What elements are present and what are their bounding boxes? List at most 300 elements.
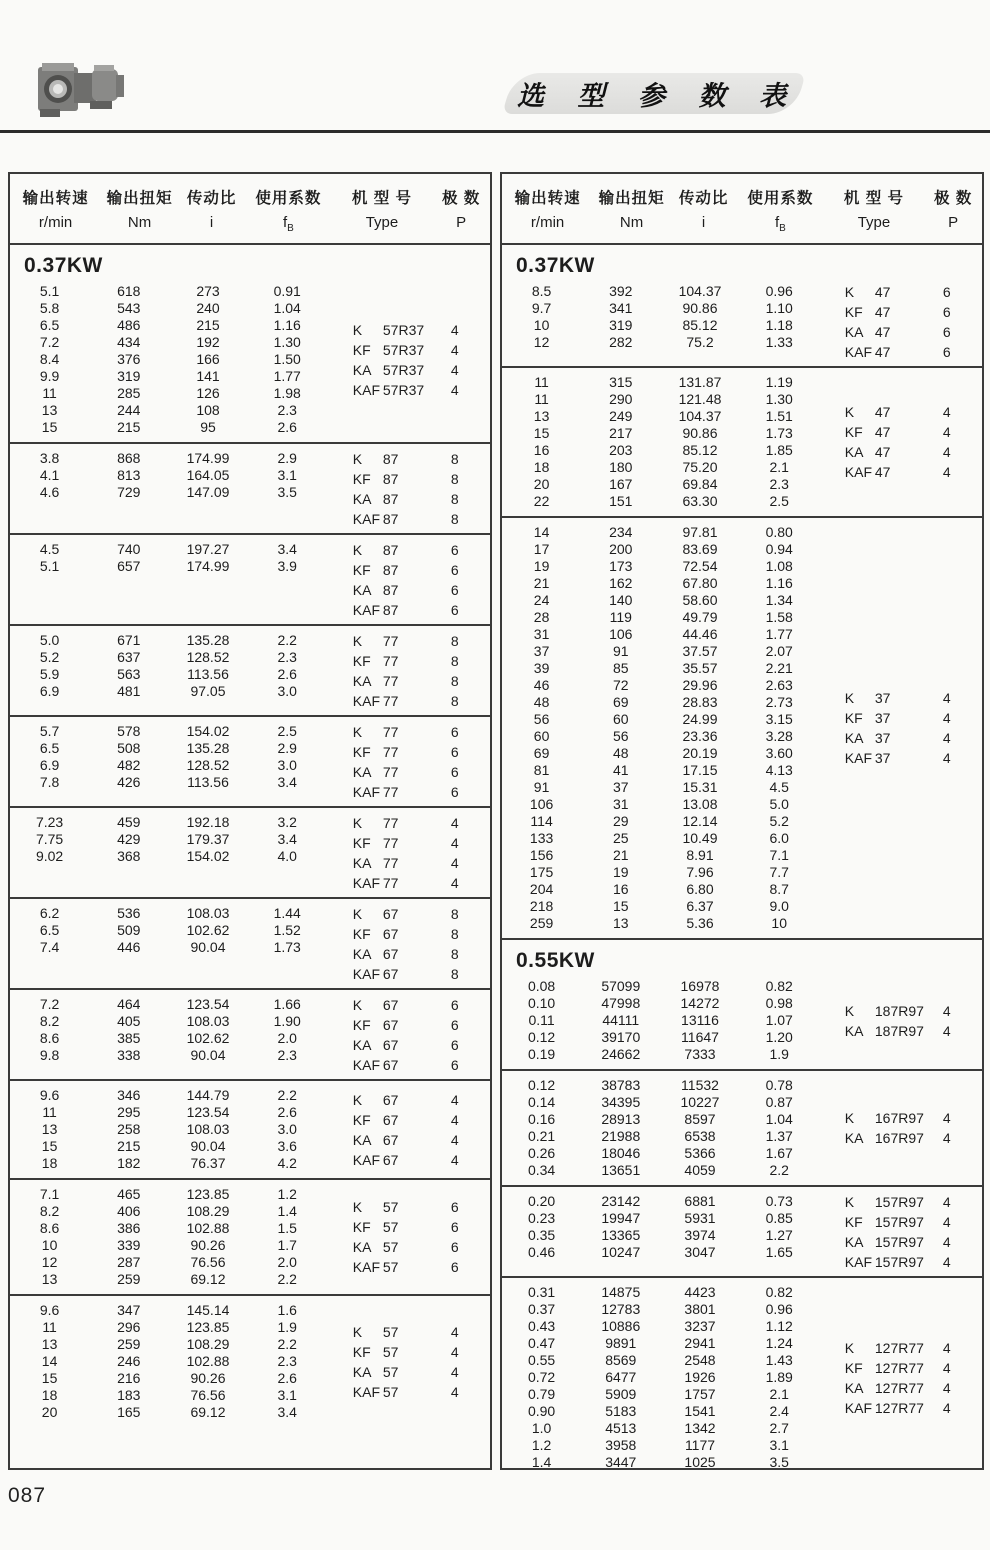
pole-count: 6 xyxy=(450,561,459,578)
type-row xyxy=(327,381,490,398)
torque-cell: 44111 xyxy=(602,1012,640,1028)
data-rows xyxy=(502,374,819,510)
type-designation: KA 67 xyxy=(352,1036,399,1053)
type-designation: KF 77 xyxy=(352,652,399,669)
torque-cell: 536 xyxy=(117,905,141,921)
pole-count: 4 xyxy=(450,361,459,378)
speed-cell: 204 xyxy=(529,881,554,897)
ratio-cell: 76.56 xyxy=(190,1254,226,1270)
type-designation: KAF 127R77 xyxy=(844,1399,924,1416)
speed-cell: 0.47 xyxy=(527,1335,556,1351)
speed-cell: 9.7 xyxy=(531,300,552,316)
type-designation: KF 47 xyxy=(844,303,891,320)
torque-cell: 285 xyxy=(117,385,141,401)
fb-cell: 3.5 xyxy=(277,484,297,500)
fb-cell: 0.82 xyxy=(765,1284,793,1300)
type-designation: K 37 xyxy=(844,690,891,706)
torque-cell: 200 xyxy=(609,541,633,557)
pole-count: 4 xyxy=(942,1213,951,1230)
column-label: 传动比 xyxy=(678,190,729,207)
ratio-cell: 3237 xyxy=(684,1318,716,1334)
speed-cell: 7.2 xyxy=(39,996,60,1012)
data-block xyxy=(10,990,490,1081)
type-designation: K 187R97 xyxy=(844,1002,924,1019)
torque-cell: 481 xyxy=(117,683,141,699)
fb-cell: 4.0 xyxy=(277,848,297,864)
block-body xyxy=(502,1077,982,1179)
pole-count: 6 xyxy=(450,1219,459,1235)
ratio-cell: 20.19 xyxy=(682,745,718,761)
speed-cell: 175 xyxy=(529,864,554,880)
type-row xyxy=(327,450,490,467)
fb-cell: 2.3 xyxy=(277,1353,297,1369)
fb-cell: 2.2 xyxy=(769,1162,789,1178)
type-designation: KA 87 xyxy=(352,581,399,598)
torque-cell: 140 xyxy=(609,592,633,608)
data-rows xyxy=(10,1186,327,1288)
type-prefix: KAF xyxy=(352,381,381,398)
fb-cell: 1.12 xyxy=(765,1318,793,1334)
block-body xyxy=(10,283,490,436)
type-designation: KAF 77 xyxy=(352,692,399,709)
type-row xyxy=(327,1259,490,1276)
pole-count: 8 xyxy=(450,450,459,467)
torque-cell: 465 xyxy=(117,1186,141,1202)
ratio-cell: 13116 xyxy=(681,1012,719,1028)
type-prefix: K xyxy=(844,690,855,706)
pole-count: 4 xyxy=(942,1359,951,1376)
type-designation: KA 47 xyxy=(844,444,891,460)
speed-cell: 14 xyxy=(533,524,550,540)
data-rows xyxy=(10,1302,327,1421)
speed-cell: 20 xyxy=(41,1404,58,1420)
ratio-cell: 154.02 xyxy=(186,848,230,864)
torque-cell: 34395 xyxy=(601,1094,641,1110)
fb-cell: 1.67 xyxy=(765,1145,793,1161)
type-prefix: KA xyxy=(352,763,372,780)
torque-cell: 543 xyxy=(117,300,141,316)
ratio-cell: 1926 xyxy=(684,1369,716,1385)
type-designation: K 77 xyxy=(352,632,399,649)
pole-count: 8 xyxy=(450,965,459,982)
ratio-cell: 95 xyxy=(200,419,216,435)
ratio-cell: 164.05 xyxy=(186,467,230,483)
speed-cell: 11 xyxy=(42,1319,57,1335)
type-row xyxy=(327,854,490,871)
type-designation: K 67 xyxy=(352,1091,399,1108)
type-row xyxy=(819,424,982,441)
pole-count: 4 xyxy=(942,1130,951,1146)
torque-cell: 637 xyxy=(117,649,141,665)
type-prefix: KF xyxy=(352,341,371,358)
fb-cell: 1.73 xyxy=(765,425,793,441)
fb-cell: 1.65 xyxy=(765,1244,793,1260)
column-unit: Type xyxy=(365,214,399,231)
type-row xyxy=(819,1253,982,1270)
speed-cell: 4.5 xyxy=(39,541,60,557)
type-row xyxy=(327,723,490,740)
data-block xyxy=(10,626,490,717)
pole-count: 4 xyxy=(942,1002,951,1019)
speed-cell: 9.9 xyxy=(39,368,60,384)
pole-count: 8 xyxy=(450,945,459,962)
pole-count: 6 xyxy=(450,1239,459,1255)
fb-cell: 1.37 xyxy=(765,1128,793,1144)
fb-cell: 2.1 xyxy=(769,459,789,475)
type-prefix: K xyxy=(352,321,363,338)
fb-cell: 3.9 xyxy=(277,558,297,574)
type-prefix: K xyxy=(352,541,363,558)
ratio-cell: 90.86 xyxy=(682,300,718,316)
data-block xyxy=(502,940,982,1071)
torque-cell: 6477 xyxy=(605,1369,637,1385)
torque-cell: 57099 xyxy=(601,978,641,994)
fb-cell: 3.15 xyxy=(765,711,793,727)
data-rows xyxy=(10,996,327,1064)
type-row xyxy=(327,763,490,780)
speed-cell: 13 xyxy=(533,408,550,424)
torque-cell: 60 xyxy=(613,711,629,727)
block-body xyxy=(10,996,490,1073)
fb-cell: 2.4 xyxy=(769,1403,789,1419)
fb-cell: 1.58 xyxy=(765,609,793,625)
speed-cell: 13 xyxy=(41,1336,58,1352)
torque-cell: 106 xyxy=(609,626,633,642)
torque-cell: 19947 xyxy=(601,1210,641,1226)
type-prefix: KAF xyxy=(352,1383,381,1400)
pole-count: 8 xyxy=(450,652,459,669)
type-prefix: K xyxy=(352,632,363,649)
speed-cell: 8.2 xyxy=(39,1203,60,1219)
type-row xyxy=(819,1022,982,1039)
ratio-cell: 104.37 xyxy=(678,408,722,424)
pole-count: 4 xyxy=(942,1233,951,1250)
fb-cell: 2.3 xyxy=(769,476,789,492)
fb-cell: 2.2 xyxy=(277,1336,297,1352)
type-prefix: KAF xyxy=(352,692,381,709)
ratio-cell: 131.87 xyxy=(678,374,722,390)
pole-count: 6 xyxy=(450,1036,459,1053)
type-designation: K 77 xyxy=(352,814,399,831)
data-rows xyxy=(10,632,327,700)
speed-cell: 259 xyxy=(529,915,554,931)
ratio-cell: 97.81 xyxy=(682,524,718,540)
block-body xyxy=(10,723,490,800)
type-designation: KAF 157R97 xyxy=(844,1253,924,1270)
torque-cell: 9891 xyxy=(605,1335,637,1351)
type-row xyxy=(327,1091,490,1108)
speed-cell: 5.9 xyxy=(39,666,60,682)
fb-cell: 1.85 xyxy=(765,442,793,458)
speed-cell: 12 xyxy=(533,334,550,350)
torque-cell: 28913 xyxy=(601,1111,641,1127)
ratio-cell: 154.02 xyxy=(186,723,230,739)
block-body xyxy=(10,541,490,618)
speed-cell: 6.9 xyxy=(39,757,60,773)
ratio-cell: 90.26 xyxy=(190,1237,226,1253)
fb-cell: 10 xyxy=(771,915,787,931)
pole-count: 8 xyxy=(450,470,459,487)
data-block xyxy=(10,1296,490,1468)
ratio-cell: 90.04 xyxy=(190,1047,226,1063)
ratio-cell: 11532 xyxy=(681,1077,719,1093)
ratio-cell: 5931 xyxy=(684,1210,716,1226)
fb-cell: 1.07 xyxy=(765,1012,793,1028)
ratio-cell: 44.46 xyxy=(682,626,718,642)
torque-cell: 162 xyxy=(609,575,633,591)
fb-cell: 1.30 xyxy=(765,391,793,407)
fb-cell: 1.16 xyxy=(765,575,793,591)
speed-cell: 46 xyxy=(533,677,550,693)
pole-count: 8 xyxy=(450,632,459,649)
type-list xyxy=(819,978,982,1063)
torque-cell: 151 xyxy=(609,493,633,509)
fb-cell: 3.4 xyxy=(277,1404,297,1420)
fb-cell: 5.2 xyxy=(769,813,789,829)
type-designation: KF 47 xyxy=(844,424,891,440)
speed-cell: 6.5 xyxy=(39,922,60,938)
pole-count: 4 xyxy=(450,1383,459,1400)
column-label: 机 型 号 xyxy=(351,190,413,207)
data-rows xyxy=(10,541,327,575)
type-prefix: KF xyxy=(352,1016,371,1033)
torque-cell: 563 xyxy=(117,666,141,682)
speed-cell: 11 xyxy=(42,385,57,401)
type-list xyxy=(327,283,490,436)
block-body xyxy=(10,1302,490,1421)
speed-cell: 0.11 xyxy=(528,1012,555,1028)
block-body xyxy=(10,905,490,982)
pole-count: 4 xyxy=(450,834,459,851)
ratio-cell: 147.09 xyxy=(186,484,230,500)
data-rows xyxy=(10,1087,327,1172)
fb-cell: 2.0 xyxy=(277,1030,297,1046)
ratio-cell: 97.05 xyxy=(190,683,226,699)
data-block xyxy=(502,368,982,518)
data-block xyxy=(502,1278,982,1477)
type-row xyxy=(819,404,982,421)
column-unit: i xyxy=(209,214,214,231)
type-list xyxy=(819,283,982,360)
pole-count: 4 xyxy=(450,874,459,891)
type-designation: KF 57 xyxy=(352,1219,399,1235)
torque-cell: 813 xyxy=(117,467,141,483)
ratio-cell: 90.26 xyxy=(190,1370,226,1386)
type-row xyxy=(819,750,982,767)
speed-cell: 0.20 xyxy=(527,1193,556,1209)
ratio-cell: 144.79 xyxy=(186,1087,230,1103)
pole-count: 8 xyxy=(450,925,459,942)
speed-cell: 91 xyxy=(533,779,550,795)
type-prefix: K xyxy=(844,1339,855,1356)
fb-cell: 3.0 xyxy=(277,683,297,699)
column-label: 输出扭矩 xyxy=(598,190,665,207)
ratio-cell: 8.91 xyxy=(686,847,714,863)
type-prefix: KF xyxy=(352,1111,371,1128)
block-body xyxy=(502,978,982,1063)
ratio-cell: 1177 xyxy=(684,1437,716,1453)
ratio-cell: 192.18 xyxy=(186,814,230,830)
speed-cell: 7.8 xyxy=(39,774,60,790)
column-header xyxy=(924,186,982,234)
torque-cell: 24662 xyxy=(601,1046,641,1062)
pole-count: 4 xyxy=(450,1131,459,1148)
torque-cell: 657 xyxy=(117,558,141,574)
speed-cell: 13 xyxy=(41,1121,58,1137)
ratio-cell: 197.27 xyxy=(186,541,230,557)
speed-cell: 7.2 xyxy=(39,334,60,350)
torque-cell: 434 xyxy=(117,334,141,350)
torque-cell: 215 xyxy=(117,1138,141,1154)
type-row xyxy=(327,996,490,1013)
fb-cell: 1.73 xyxy=(273,939,301,955)
speed-cell: 0.19 xyxy=(527,1046,556,1062)
torque-cell: 180 xyxy=(609,459,633,475)
fb-cell: 2.0 xyxy=(277,1254,297,1270)
ratio-cell: 1025 xyxy=(684,1454,716,1470)
torque-cell: 37 xyxy=(613,779,629,795)
torque-cell: 18046 xyxy=(601,1145,641,1161)
speed-cell: 7.75 xyxy=(35,831,64,847)
page-title: 选 型 参 数 表 xyxy=(516,81,799,111)
data-block xyxy=(10,535,490,626)
fb-cell: 8.7 xyxy=(769,881,789,897)
ratio-cell: 14272 xyxy=(680,995,720,1011)
fb-cell: 2.6 xyxy=(277,1104,297,1120)
type-prefix: K xyxy=(352,1323,363,1340)
ratio-cell: 72.54 xyxy=(682,558,718,574)
fb-cell: 1.43 xyxy=(765,1352,793,1368)
pole-count: 4 xyxy=(450,381,459,398)
fb-cell: 2.9 xyxy=(277,740,297,756)
fb-cell: 1.6 xyxy=(277,1302,297,1318)
type-row xyxy=(327,361,490,378)
ratio-cell: 76.56 xyxy=(190,1387,226,1403)
ratio-cell: 141 xyxy=(196,368,220,384)
type-designation: KAF 67 xyxy=(352,1151,399,1168)
torque-cell: 13365 xyxy=(601,1227,641,1243)
data-block xyxy=(10,1081,490,1180)
block-body xyxy=(502,524,982,932)
type-row xyxy=(819,1339,982,1356)
type-designation: KAF 37 xyxy=(844,750,891,766)
fb-cell: 1.9 xyxy=(769,1046,789,1062)
fb-cell: 0.82 xyxy=(765,978,793,994)
fb-cell: 1.33 xyxy=(765,334,793,350)
type-row xyxy=(819,1233,982,1250)
torque-cell: 167 xyxy=(609,476,633,492)
ratio-cell: 135.28 xyxy=(186,740,230,756)
torque-cell: 406 xyxy=(117,1203,141,1219)
speed-cell: 5.0 xyxy=(39,632,60,648)
ratio-cell: 192 xyxy=(196,334,220,350)
type-designation: KAF 47 xyxy=(844,464,891,480)
type-row xyxy=(327,1056,490,1073)
type-row xyxy=(327,783,490,800)
pole-count: 6 xyxy=(450,1259,459,1275)
fb-cell: 3.0 xyxy=(277,757,297,773)
fb-cell: 2.73 xyxy=(765,694,793,710)
type-designation: KAF 77 xyxy=(352,874,399,891)
type-row xyxy=(327,874,490,891)
torque-cell: 386 xyxy=(117,1220,141,1236)
type-designation: KF 37 xyxy=(844,710,891,726)
fb-cell: 1.77 xyxy=(273,368,301,384)
type-designation: K 157R97 xyxy=(844,1193,924,1210)
torque-cell: 12783 xyxy=(601,1301,641,1317)
column-unit: $f_B$ xyxy=(282,214,294,234)
type-prefix: K xyxy=(352,723,363,740)
torque-cell: 38783 xyxy=(601,1077,641,1093)
speed-cell: 14 xyxy=(41,1353,58,1369)
torque-cell: 282 xyxy=(609,334,633,350)
type-row xyxy=(327,672,490,689)
ratio-cell: 104.37 xyxy=(678,283,722,299)
column-unit: r/min xyxy=(530,214,565,231)
fb-cell: 0.80 xyxy=(765,524,793,540)
ratio-cell: 174.99 xyxy=(186,558,230,574)
torque-cell: 259 xyxy=(117,1336,141,1352)
ratio-cell: 76.37 xyxy=(190,1155,226,1171)
block-body xyxy=(502,1193,982,1270)
fb-cell: 1.51 xyxy=(765,408,793,424)
type-prefix: KF xyxy=(352,743,371,760)
ratio-cell: 28.83 xyxy=(682,694,718,710)
pole-count: 4 xyxy=(942,690,951,706)
fb-cell: 0.87 xyxy=(765,1094,793,1110)
type-designation: K 87 xyxy=(352,450,399,467)
type-prefix: KA xyxy=(352,672,372,689)
pole-count: 4 xyxy=(942,1022,951,1039)
type-designation: KAF 67 xyxy=(352,965,399,982)
speed-cell: 20 xyxy=(533,476,550,492)
column-header xyxy=(593,186,670,234)
ratio-cell: 135.28 xyxy=(186,632,230,648)
type-row xyxy=(819,690,982,707)
type-prefix: KAF xyxy=(844,343,873,360)
type-designation: K 167R97 xyxy=(844,1110,924,1126)
type-designation: KA 87 xyxy=(352,490,399,507)
ratio-cell: 6.80 xyxy=(686,881,714,897)
data-rows xyxy=(10,814,327,865)
fb-cell: 1.18 xyxy=(765,317,793,333)
column-header xyxy=(178,186,245,234)
type-row xyxy=(327,652,490,669)
ratio-cell: 7333 xyxy=(684,1046,716,1062)
type-row xyxy=(327,561,490,578)
fb-cell: 4.13 xyxy=(765,762,793,778)
ratio-cell: 69.12 xyxy=(190,1404,226,1420)
torque-cell: 446 xyxy=(117,939,141,955)
fb-cell: 2.1 xyxy=(769,1386,789,1402)
torque-cell: 319 xyxy=(609,317,633,333)
torque-cell: 508 xyxy=(117,740,141,756)
pole-count: 6 xyxy=(450,743,459,760)
type-row xyxy=(819,1379,982,1396)
fb-cell: 2.3 xyxy=(277,649,297,665)
ratio-cell: 3974 xyxy=(684,1227,716,1243)
torque-cell: 10247 xyxy=(601,1244,641,1260)
speed-cell: 0.90 xyxy=(527,1403,556,1419)
type-prefix: KF xyxy=(352,925,371,942)
type-designation: KF 77 xyxy=(352,743,399,760)
fb-cell: 1.10 xyxy=(765,300,793,316)
speed-cell: 56 xyxy=(533,711,550,727)
type-designation: KA 77 xyxy=(352,854,399,871)
torque-cell: 290 xyxy=(609,391,633,407)
torque-cell: 3447 xyxy=(605,1454,637,1470)
torque-cell: 217 xyxy=(609,425,633,441)
